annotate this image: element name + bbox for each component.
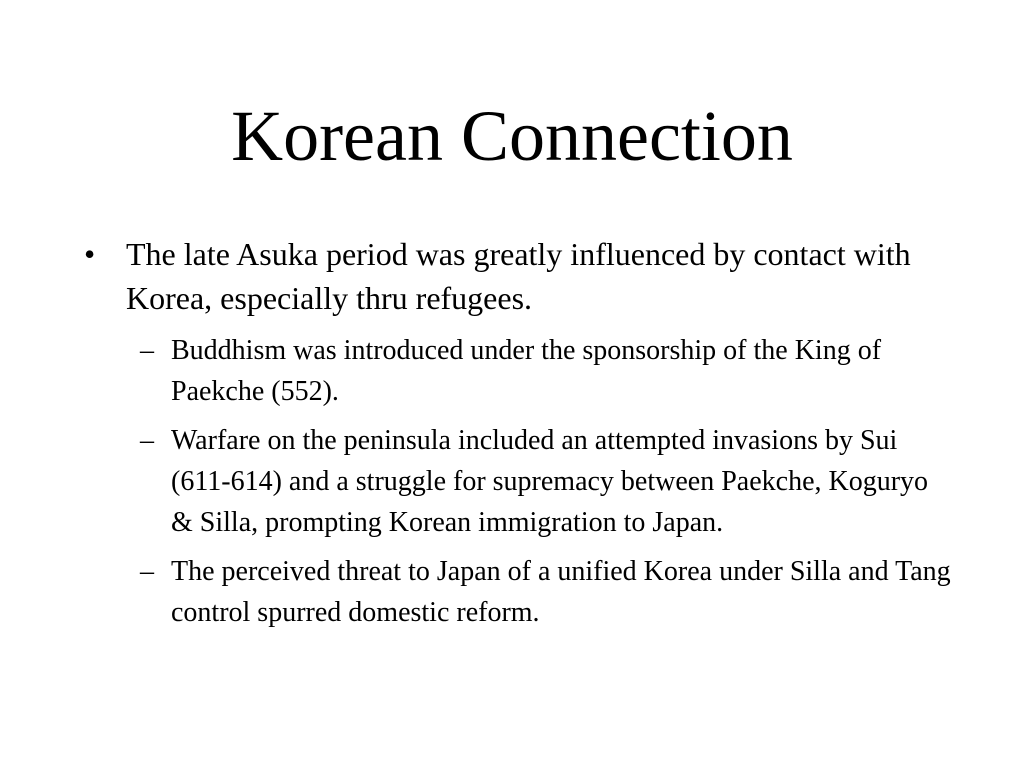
sub-bullet-item: [84, 330, 951, 412]
bullet-text: The late Asuka period was greatly influenced by contact with Korea, especially thru refugees.: [126, 236, 911, 316]
dash-marker: –: [140, 556, 154, 587]
sub-bullet-text: The perceived threat to Japan of a unified Korea under Silla and Tang control spurred domestic reform.: [171, 556, 951, 628]
sub-bullet-item: [84, 551, 951, 633]
slide-title: Korean Connection: [231, 96, 793, 176]
dash-marker: –: [140, 425, 154, 456]
slide-body: [84, 232, 951, 641]
sub-bullet-item: [84, 420, 951, 543]
sub-bullet-text: Buddhism was introduced under the sponsorship of the King of Paekche (552).: [171, 335, 882, 407]
bullet-marker: •: [84, 236, 96, 272]
dash-marker: –: [140, 335, 154, 366]
sub-bullet-text: Warfare on the peninsula included an attempted invasions by Sui (611-614) and a struggle for supremacy between Paekche, Koguryo & Silla, prompting Korean immigration to Japan.: [171, 425, 929, 538]
bullet-item: [84, 232, 944, 320]
